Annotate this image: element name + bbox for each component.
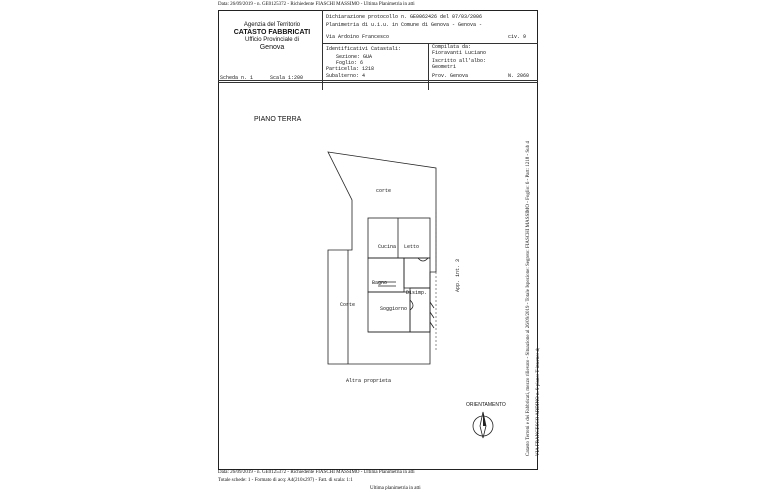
bottom-banner-1: Data: 26/09/2019 - n. GE0125372 - Richiedente FIASCHI MASSIMO - Ultima Planimetria in atti xyxy=(218,470,415,475)
side-text-2: VIA FRANCESCO ARDINO n. 9 piano: T interno: 4; xyxy=(536,347,541,456)
top-banner: Data: 26/09/2019 - n. GE0125372 - Richiedente FIASCHI MASSIMO - Ultima Planimetria in atti xyxy=(218,2,415,7)
compiled-name: Fioravanti Luciano xyxy=(432,50,487,56)
floor-label: PIANO TERRA xyxy=(254,116,302,123)
compiled-title: Compilata da: xyxy=(432,44,472,50)
bottom-property-label: Altra proprieta xyxy=(346,378,392,384)
prov-value: Prov. Genova xyxy=(432,73,469,79)
bottom-banner-2: Totale schede: 1 - Formato di acq: A4(210x297) - Fatt. di scala: 1:1 xyxy=(218,478,353,483)
identifiers-title: Identificativi Catastali: xyxy=(326,46,402,52)
agency-block xyxy=(224,22,320,52)
subalterno: Subalterno: 4 xyxy=(326,73,366,79)
albo-value: Geometri xyxy=(432,64,457,70)
agency-line3: Ufficio Provinciale di xyxy=(245,37,299,43)
room-bagno: Bagno xyxy=(372,280,388,286)
agency-line4: Genova xyxy=(259,44,285,51)
room-letto: Letto xyxy=(404,244,420,250)
scala-label: Scala 1:200 xyxy=(270,75,304,81)
floor-plan xyxy=(218,82,538,422)
particella: Particella: 1218 xyxy=(326,66,375,72)
foglio: Foglio: 6 xyxy=(336,60,364,66)
app-label: App. int. 3 xyxy=(455,258,461,292)
room-disimp: Disimp. xyxy=(406,290,428,296)
planimetry-line: Planimetria di u.i.u. in Comune di Genova - Genova - xyxy=(326,22,483,28)
address-line: Via Ardoino Francesco xyxy=(326,34,390,40)
room-corte: Corte xyxy=(340,302,356,308)
sezione: Sezione: GUA xyxy=(336,54,373,60)
orientation-label: ORIENTAMENTO xyxy=(466,402,506,408)
corte-label: corte xyxy=(376,188,392,194)
ultima-label: Ultima planimetria in atti xyxy=(370,486,421,491)
room-soggiorno: Soggiorno xyxy=(380,306,408,312)
albo-title: Iscritto all'albo: xyxy=(432,58,487,64)
north-arrow-icon xyxy=(470,410,496,440)
agency-line1: Agenzia del Territorio xyxy=(243,22,301,28)
agency-line2: CATASTO FABBRICATI xyxy=(233,29,311,36)
floor-plan-drawing xyxy=(218,82,538,422)
room-cucina: Cucina xyxy=(378,244,397,250)
n-value: N. 2060 xyxy=(508,73,530,79)
protocol-label: Dichiarazione protocollo n. GE0062426 del 07/03/2006 xyxy=(326,14,483,20)
civ-line: civ. 9 xyxy=(508,34,527,40)
side-text-1: Catasto Terreni e dei Fabbricati, mezzo rilievato - Situazione al 26/09/2019 - Totale Ispezione: Segreto: FIASCHI MASSIMO - Foglio: 6 - Part: 1218 - Sub 4 xyxy=(526,141,531,456)
scheda-label: Scheda n. 1 xyxy=(220,75,254,81)
